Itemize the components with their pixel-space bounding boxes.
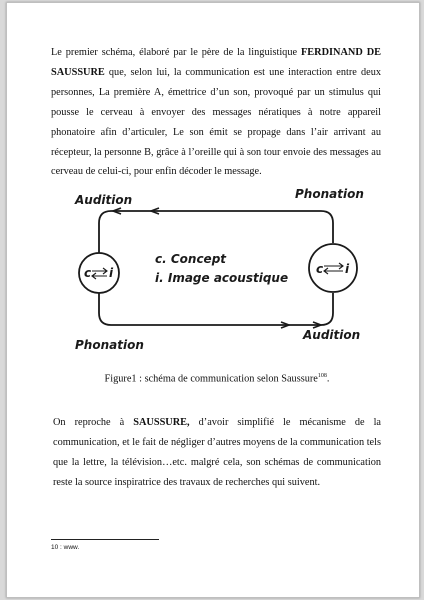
circle-left-i: i	[109, 266, 114, 280]
top-loop-line	[99, 211, 333, 255]
bottom-loop-line	[99, 291, 333, 325]
circle-right-i: i	[345, 262, 350, 276]
paragraph-critique	[53, 413, 381, 493]
paragraph2-rest: d’avoir simplifié le mécanisme de la communication, et le fait de négliger d’autres moyens de la communication tels que la lettre, la télévision…etc. malgré cela, son schémas de communication reste la source inspiratrice des travaux de recherches qui suivent.	[53, 417, 381, 488]
caption-end: .	[326, 373, 330, 385]
label-bottom-left: Phonation	[75, 338, 144, 352]
footnote-divider	[51, 539, 159, 540]
paragraph1-intro: Le premier schéma, élaboré par le père de la linguistique	[51, 47, 301, 58]
paragraph-saussure-schema	[51, 43, 381, 182]
paragraph2-intro: On reproche à	[53, 417, 134, 428]
paragraph2-name: SAUSSURE,	[133, 417, 190, 428]
caption-reference: 108	[317, 373, 327, 379]
legend-image-acoustique: i. Image acoustique	[155, 271, 289, 285]
label-top-right: Phonation	[295, 187, 364, 201]
document-page	[6, 2, 420, 598]
legend-concept: c. Concept	[155, 252, 227, 266]
figure-caption	[47, 369, 387, 386]
communication-diagram	[69, 179, 369, 359]
paragraph1-rest: que, selon lui, la communication est une interaction entre deux personnes, La première A, émettrice d’un son, provoqué par un stimulus qui pousse le cerveau à envoyer des messages nératiques à notre appareil phonatoire afin d’articuler, Le son émit se propage dans l’air arrivant au récepteur, la personne B, grâce à l’oreille qui à son tour envoie des messages au cerveau de celui-ci, pour enfin décoder le message.	[51, 66, 381, 178]
footnote: 10 : www.	[51, 544, 80, 551]
circle-right-c: c	[316, 262, 324, 276]
circle-left-c: c	[84, 266, 92, 280]
label-bottom-right: Audition	[303, 328, 361, 342]
paragraph1-name: FERDINAND DE SAUSSURE	[51, 47, 381, 78]
label-top-left: Audition	[75, 193, 133, 207]
caption-text: Figure1 : schéma de communication selon Saussure	[104, 373, 318, 385]
